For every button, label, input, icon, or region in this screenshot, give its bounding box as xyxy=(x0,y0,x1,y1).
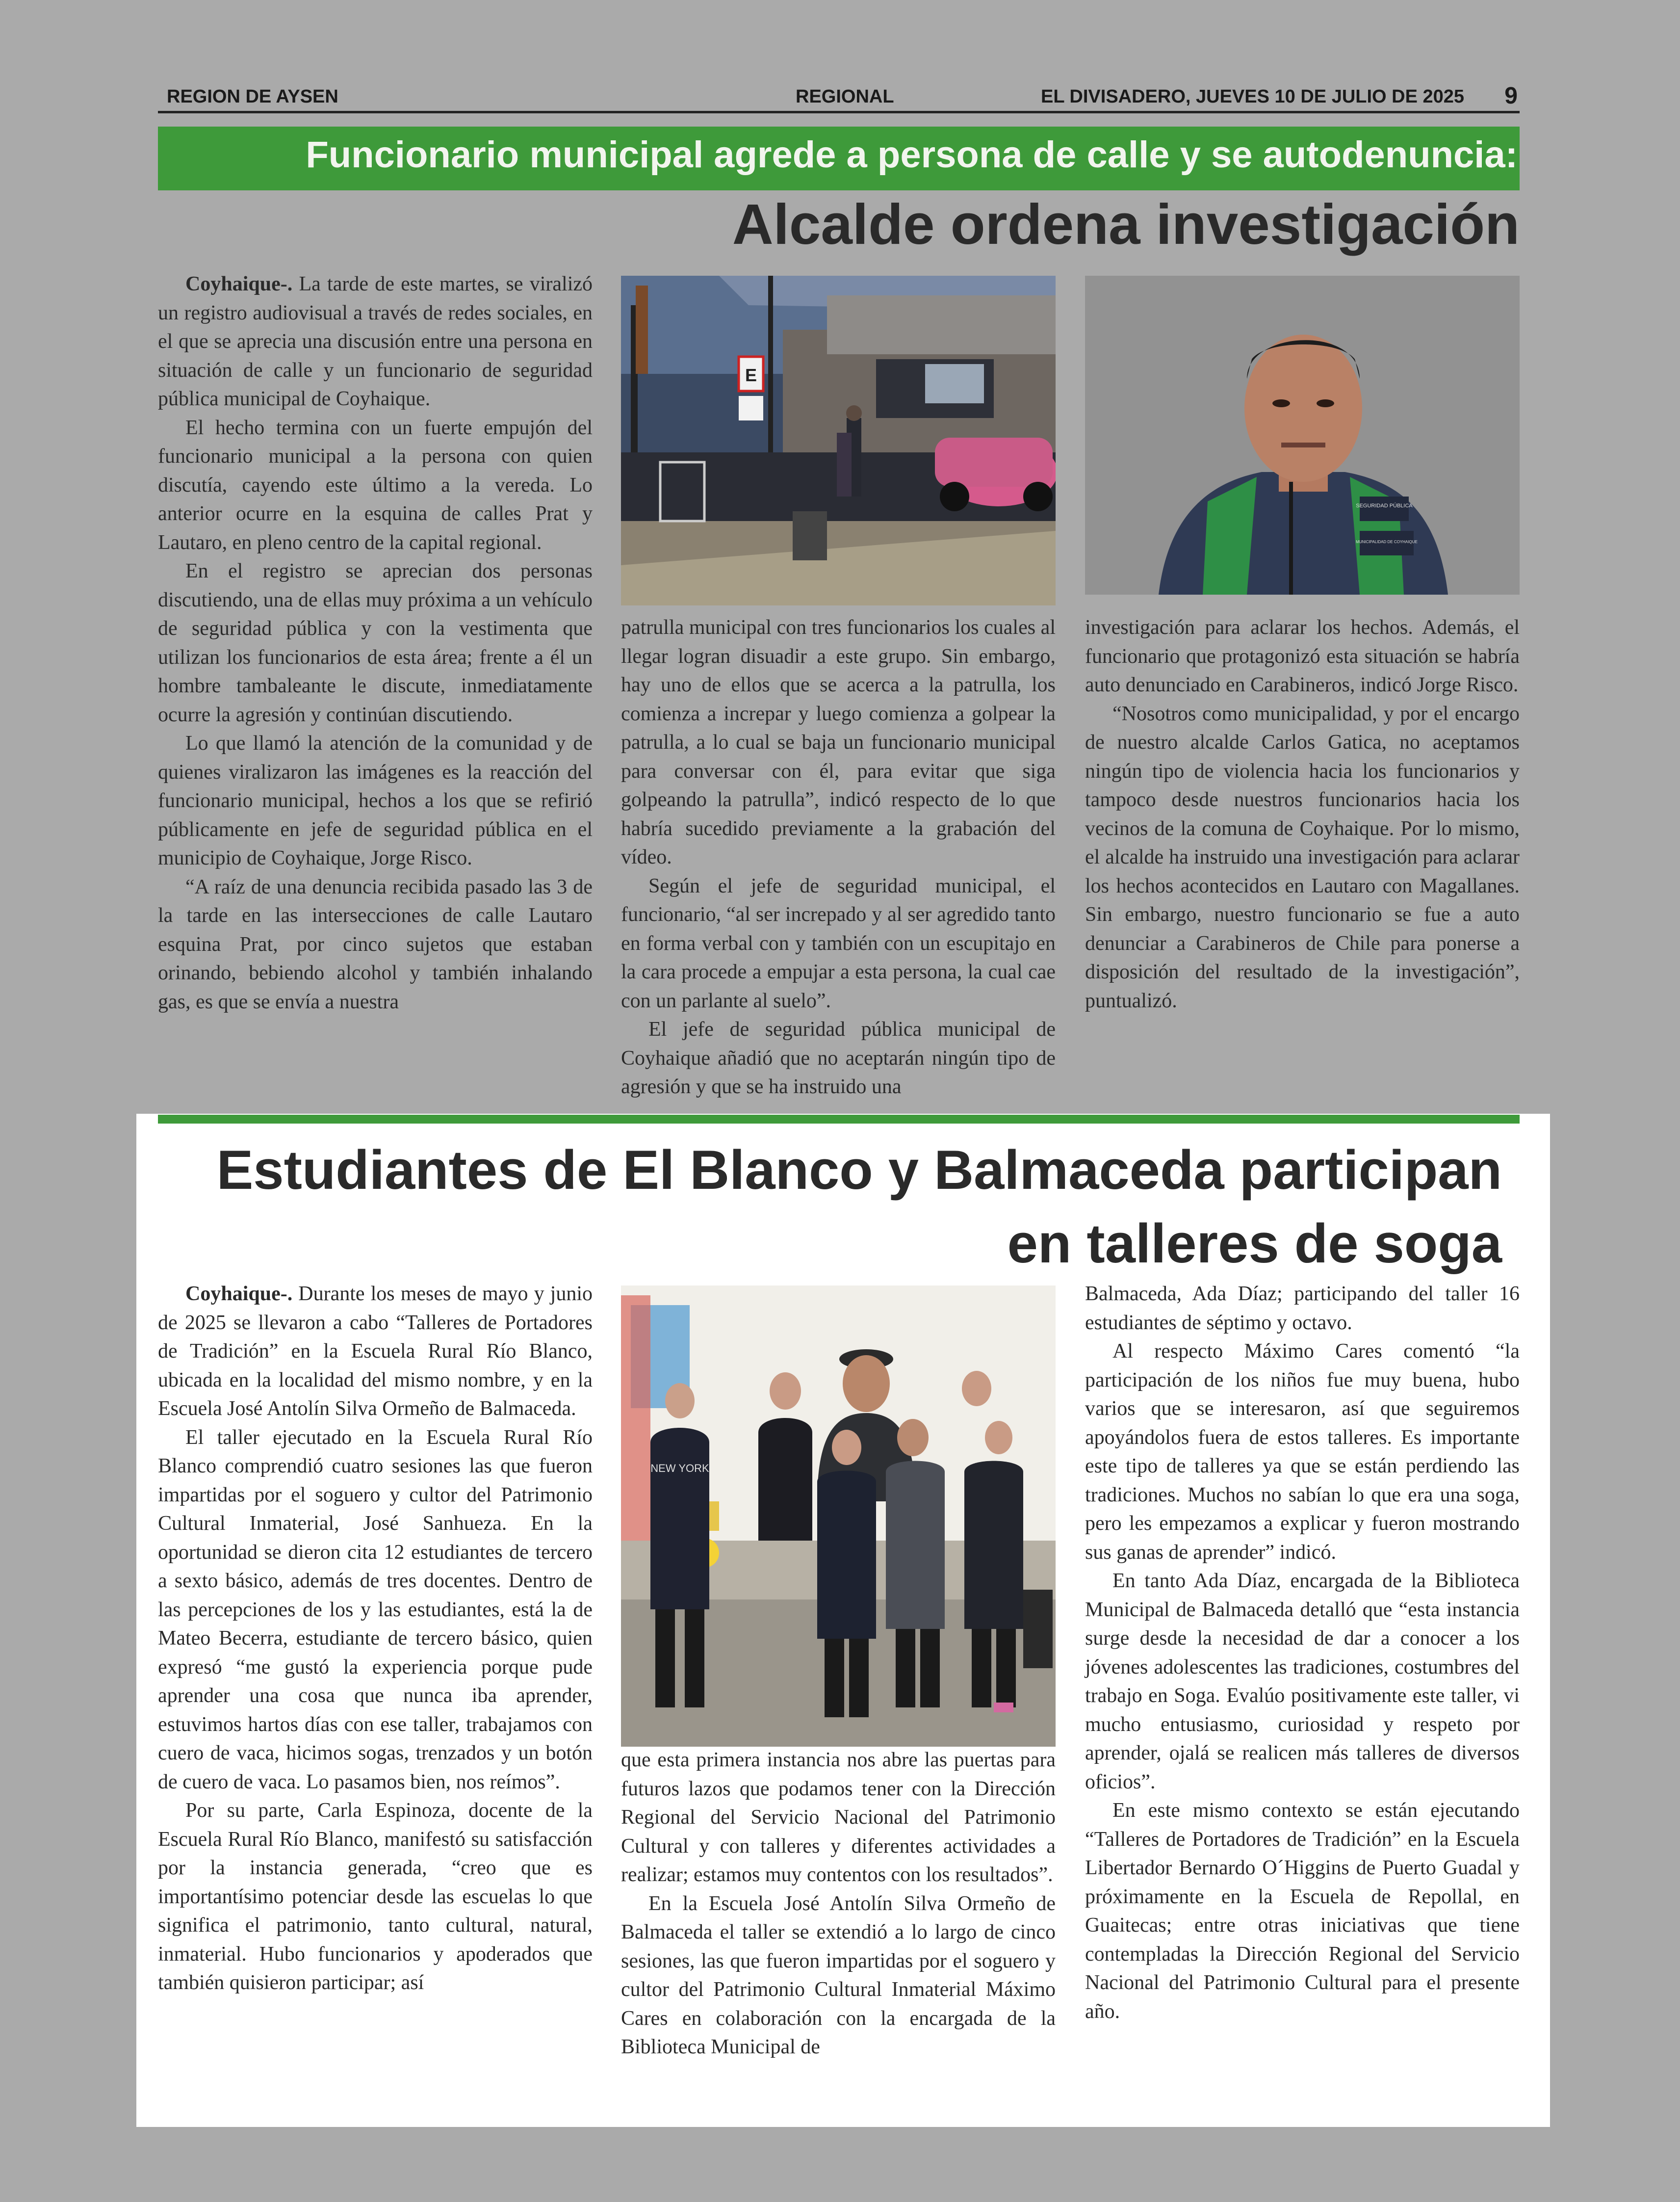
article1-column-3 xyxy=(1085,613,1520,1015)
section-category: REGIONAL xyxy=(796,86,894,107)
paragraph-text: patrulla municipal con tres funcionarios los cuales al llegar logran disuadir a este grupo. Sin embargo, hay uno de ellos que se acerca a la patrulla, los comienza a increpar y luego comienza a golpear la patrulla, a lo cual se baja un funcionario municipal para conversar con él, para evitar que siga golpeando la patrulla”, indicó respecto de lo que habría sucedido previamente a la grabación del vídeo. xyxy=(621,616,1056,868)
article2-column-3 xyxy=(1085,1280,1520,2026)
paragraph-text: El jefe de seguridad pública municipal de Coyhaique añadió que no aceptarán ningún tipo de agresión y que se ha instruido una xyxy=(621,1018,1056,1098)
paragraph-text: En este mismo contexto se están ejecutando “Talleres de Portadores de Tradición” en la Escuela Libertador Bernardo O´Higgins de Puerto Guadal y próximamente en la Escuela de Repollal, en Guaitecas; entre otras iniciativas que tiene contempladas la Dirección Regional del Servicio Nacional del Patrimonio Cultural para el presente año. xyxy=(1085,1799,1520,2023)
paragraph xyxy=(158,1280,593,1423)
paragraph xyxy=(158,729,593,873)
paragraph xyxy=(1085,613,1520,700)
paragraph xyxy=(621,872,1056,1016)
article1-column-2 xyxy=(621,613,1056,1101)
paragraph xyxy=(158,557,593,729)
badge-label: MUNICIPALIDAD DE COYHAIQUE xyxy=(1356,540,1418,544)
dateline: Coyhaique-. xyxy=(185,1283,293,1305)
vest-label: SEGURIDAD PÚBLICA xyxy=(1356,503,1413,509)
article1-title: Alcalde ordena investigación xyxy=(732,192,1520,256)
paragraph-text: El taller ejecutado en la Escuela Rural Río Blanco comprendió cuatro sesiones las que fueron impartidas por el soguero y cultor del Patrimonio Cultural Inmaterial, José Sanhueza. En la oportunidad se dieron cita 12 estudiantes de tercero a sexto básico, además de tres docentes. Dentro de las percepciones de los y las estudiantes, está la de Mateo Becerra, estudiante de tercero básico, quien expresó “me gustó la experiencia porque pude aprender una cosa que nunca iba aprender, estuvimos hartos días con ese taller, trabajamos con cuero de vaca, hicimos sogas, trenzados y un botón de cuero de vaca. Lo pasamos bien, nos reímos”. xyxy=(158,1426,593,1793)
article2-title-line2: en talleres de soga xyxy=(1007,1213,1502,1274)
paragraph xyxy=(1085,1796,1520,2026)
paragraph-text: En el registro se aprecian dos personas discutiendo, una de ellas muy próxima a un vehículo de seguridad pública y con la vestimenta que utilizan los funcionarios de esta área; frente a él un hombre tambaleante le discute, inmediatamente ocurre la agresión y continúan discutiendo. xyxy=(158,560,593,726)
street-scene-photo xyxy=(621,276,1056,605)
paragraph-text: Balmaceda, Ada Díaz; participando del taller 16 estudiantes de séptimo y octavo. xyxy=(1085,1283,1520,1334)
paragraph-text: En la Escuela José Antolín Silva Ormeño de Balmaceda el taller se extendió a lo largo de cinco sesiones, las que fueron impartidas por el soguero y cultor del Patrimonio Cultural Inmaterial Máximo Cares en colaboración con la encargada de la Biblioteca Municipal de xyxy=(621,1892,1056,2058)
kicker-bar xyxy=(158,127,1520,190)
issue-date: EL DIVISADERO, JUEVES 10 DE JULIO DE 2025 xyxy=(1041,86,1465,107)
article2-column-1 xyxy=(158,1280,593,1997)
paragraph xyxy=(158,1796,593,1997)
dateline: Coyhaique-. xyxy=(185,273,293,295)
paragraph-text: El hecho termina con un fuerte empujón del funcionario municipal a la persona con quien discutía, cayendo este último a la vereda. Lo anterior ocurre en la esquina de calles Prat y Lautaro, en pleno centro de la capital regional. xyxy=(158,416,593,554)
article2-title xyxy=(158,1133,1502,1281)
paragraph-text: Al respecto Máximo Cares comentó “la participación de los niños fue muy buena, hubo varios que se interesaron, así que seguiremos apoyándolos fuera de estos talleres. Es importante este tipo de talleres ya que se están perdiendo las tradiciones. Muchos no sabían lo que era una soga, pero les empezamos a explicar y fueron mostrando sus ganas de aprender” indicó. xyxy=(1085,1340,1520,1564)
paragraph xyxy=(621,613,1056,872)
page-number: 9 xyxy=(1504,83,1518,109)
paragraph-text: “Nosotros como municipalidad, y por el encargo de nuestro alcalde Carlos Gatica, no aceptamos ningún tipo de violencia hacia los funcionarios y tampoco desde nuestros funcionarios hacia los vecinos de la comuna de Coyhaique. Por lo mismo, el alcalde ha instruido una investigación para aclarar los hechos acontecidos en Lautaro con Magallanes. Sin embargo, nuestro funcionario se fue a auto denunciar a Carabineros de Chile para ponerse a disposición del resultado de la investigación”, puntualizó. xyxy=(1085,702,1520,1012)
paragraph xyxy=(621,1015,1056,1101)
article2-title-line1: Estudiantes de El Blanco y Balmaceda participan xyxy=(216,1139,1502,1201)
paragraph-text: En tanto Ada Díaz, encargada de la Biblioteca Municipal de Balmaceda detalló que “esta instancia surge desde la necesidad de dar a conocer a los jóvenes adolescentes las tradiciones, costumbres del trabajo en Soga. Evalúo positivamente este taller, vi mucho entusiasmo, curiosidad y respeto por aprender, ojalá se realicen más talleres de diversos oficios”. xyxy=(1085,1570,1520,1793)
article1-kicker: Funcionario municipal agrede a persona de calle y se autodenuncia: xyxy=(306,134,1518,176)
portrait-photo xyxy=(1085,276,1520,595)
paragraph-text: La tarde de este martes, se viralizó un registro audiovisual a través de redes sociales, en el que se aprecia una discusión entre una persona en situación de calle y un funcionario de seguridad pública municipal de Coyhaique. xyxy=(158,273,593,410)
header-rule xyxy=(158,111,1520,113)
running-header xyxy=(158,82,1520,112)
shirt-print: NEW YORK xyxy=(650,1462,709,1474)
paragraph xyxy=(1085,1567,1520,1796)
paragraph xyxy=(158,873,593,1017)
paragraph xyxy=(1085,1280,1520,1337)
paragraph-text: Lo que llamó la atención de la comunidad y de quienes viralizaron las imágenes es la reacción del funcionario municipal, hechos a los que se refirió públicamente en jefe de seguridad pública en el municipio de Coyhaique, Jorge Risco. xyxy=(158,732,593,869)
paragraph-text: investigación para aclarar los hechos. Además, el funcionario que protagonizó esta situación se habría auto denunciado en Carabineros, indicó Jorge Risco. xyxy=(1085,616,1520,696)
students-group-photo xyxy=(621,1285,1056,1747)
article2-column-2 xyxy=(621,1746,1056,2062)
parking-sign-letter: E xyxy=(745,365,757,385)
paragraph xyxy=(621,1746,1056,1889)
paragraph xyxy=(1085,700,1520,1016)
article1-column-1 xyxy=(158,270,593,1016)
paragraph-text: “A raíz de una denuncia recibida pasado las 3 de la tarde en las intersecciones de calle Lautaro esquina Prat, por cinco sujetos que estaban orinando, bebiendo alcohol y también inhalando gas, es que se envía a nuestra xyxy=(158,875,593,1013)
paragraph-text: Durante los meses de mayo y junio de 2025 se llevaron a cabo “Talleres de Portadores de Tradición” en la Escuela Rural Río Blanco, ubicada en la localidad del mismo nombre, y en la Escuela José Antolín Silva Ormeño de Balmaceda. xyxy=(158,1283,593,1420)
paragraph xyxy=(621,1889,1056,2062)
paragraph-text: Según el jefe de seguridad municipal, el funcionario, “al ser increpado y al ser agredido tanto en forma verbal con y también con un escupitajo en la cara procede a empujar a esta persona, la cual cae con un parlante al suelo”. xyxy=(621,874,1056,1012)
paragraph-text: que esta primera instancia nos abre las puertas para futuros lazos que podamos tener con la Dirección Regional del Servicio Nacional del Patrimonio Cultural y con talleres y diferentes actividades a realizar; estamos muy contentos con los resultados”. xyxy=(621,1749,1056,1886)
paragraph-text: Por su parte, Carla Espinoza, docente de la Escuela Rural Río Blanco, manifestó su satisfacción por la instancia generada, “creo que es importantísimo potenciar desde las escuelas lo que significa el patrimonio, tanto cultural, natural, inmaterial. Hubo funcionarios y apoderados que también quisieron participar; así xyxy=(158,1799,593,1994)
paragraph xyxy=(158,414,593,557)
paragraph xyxy=(158,1423,593,1797)
section-name: REGION DE AYSEN xyxy=(167,86,338,107)
article2-green-rule xyxy=(158,1115,1520,1124)
paragraph xyxy=(158,270,593,414)
paragraph xyxy=(1085,1337,1520,1567)
